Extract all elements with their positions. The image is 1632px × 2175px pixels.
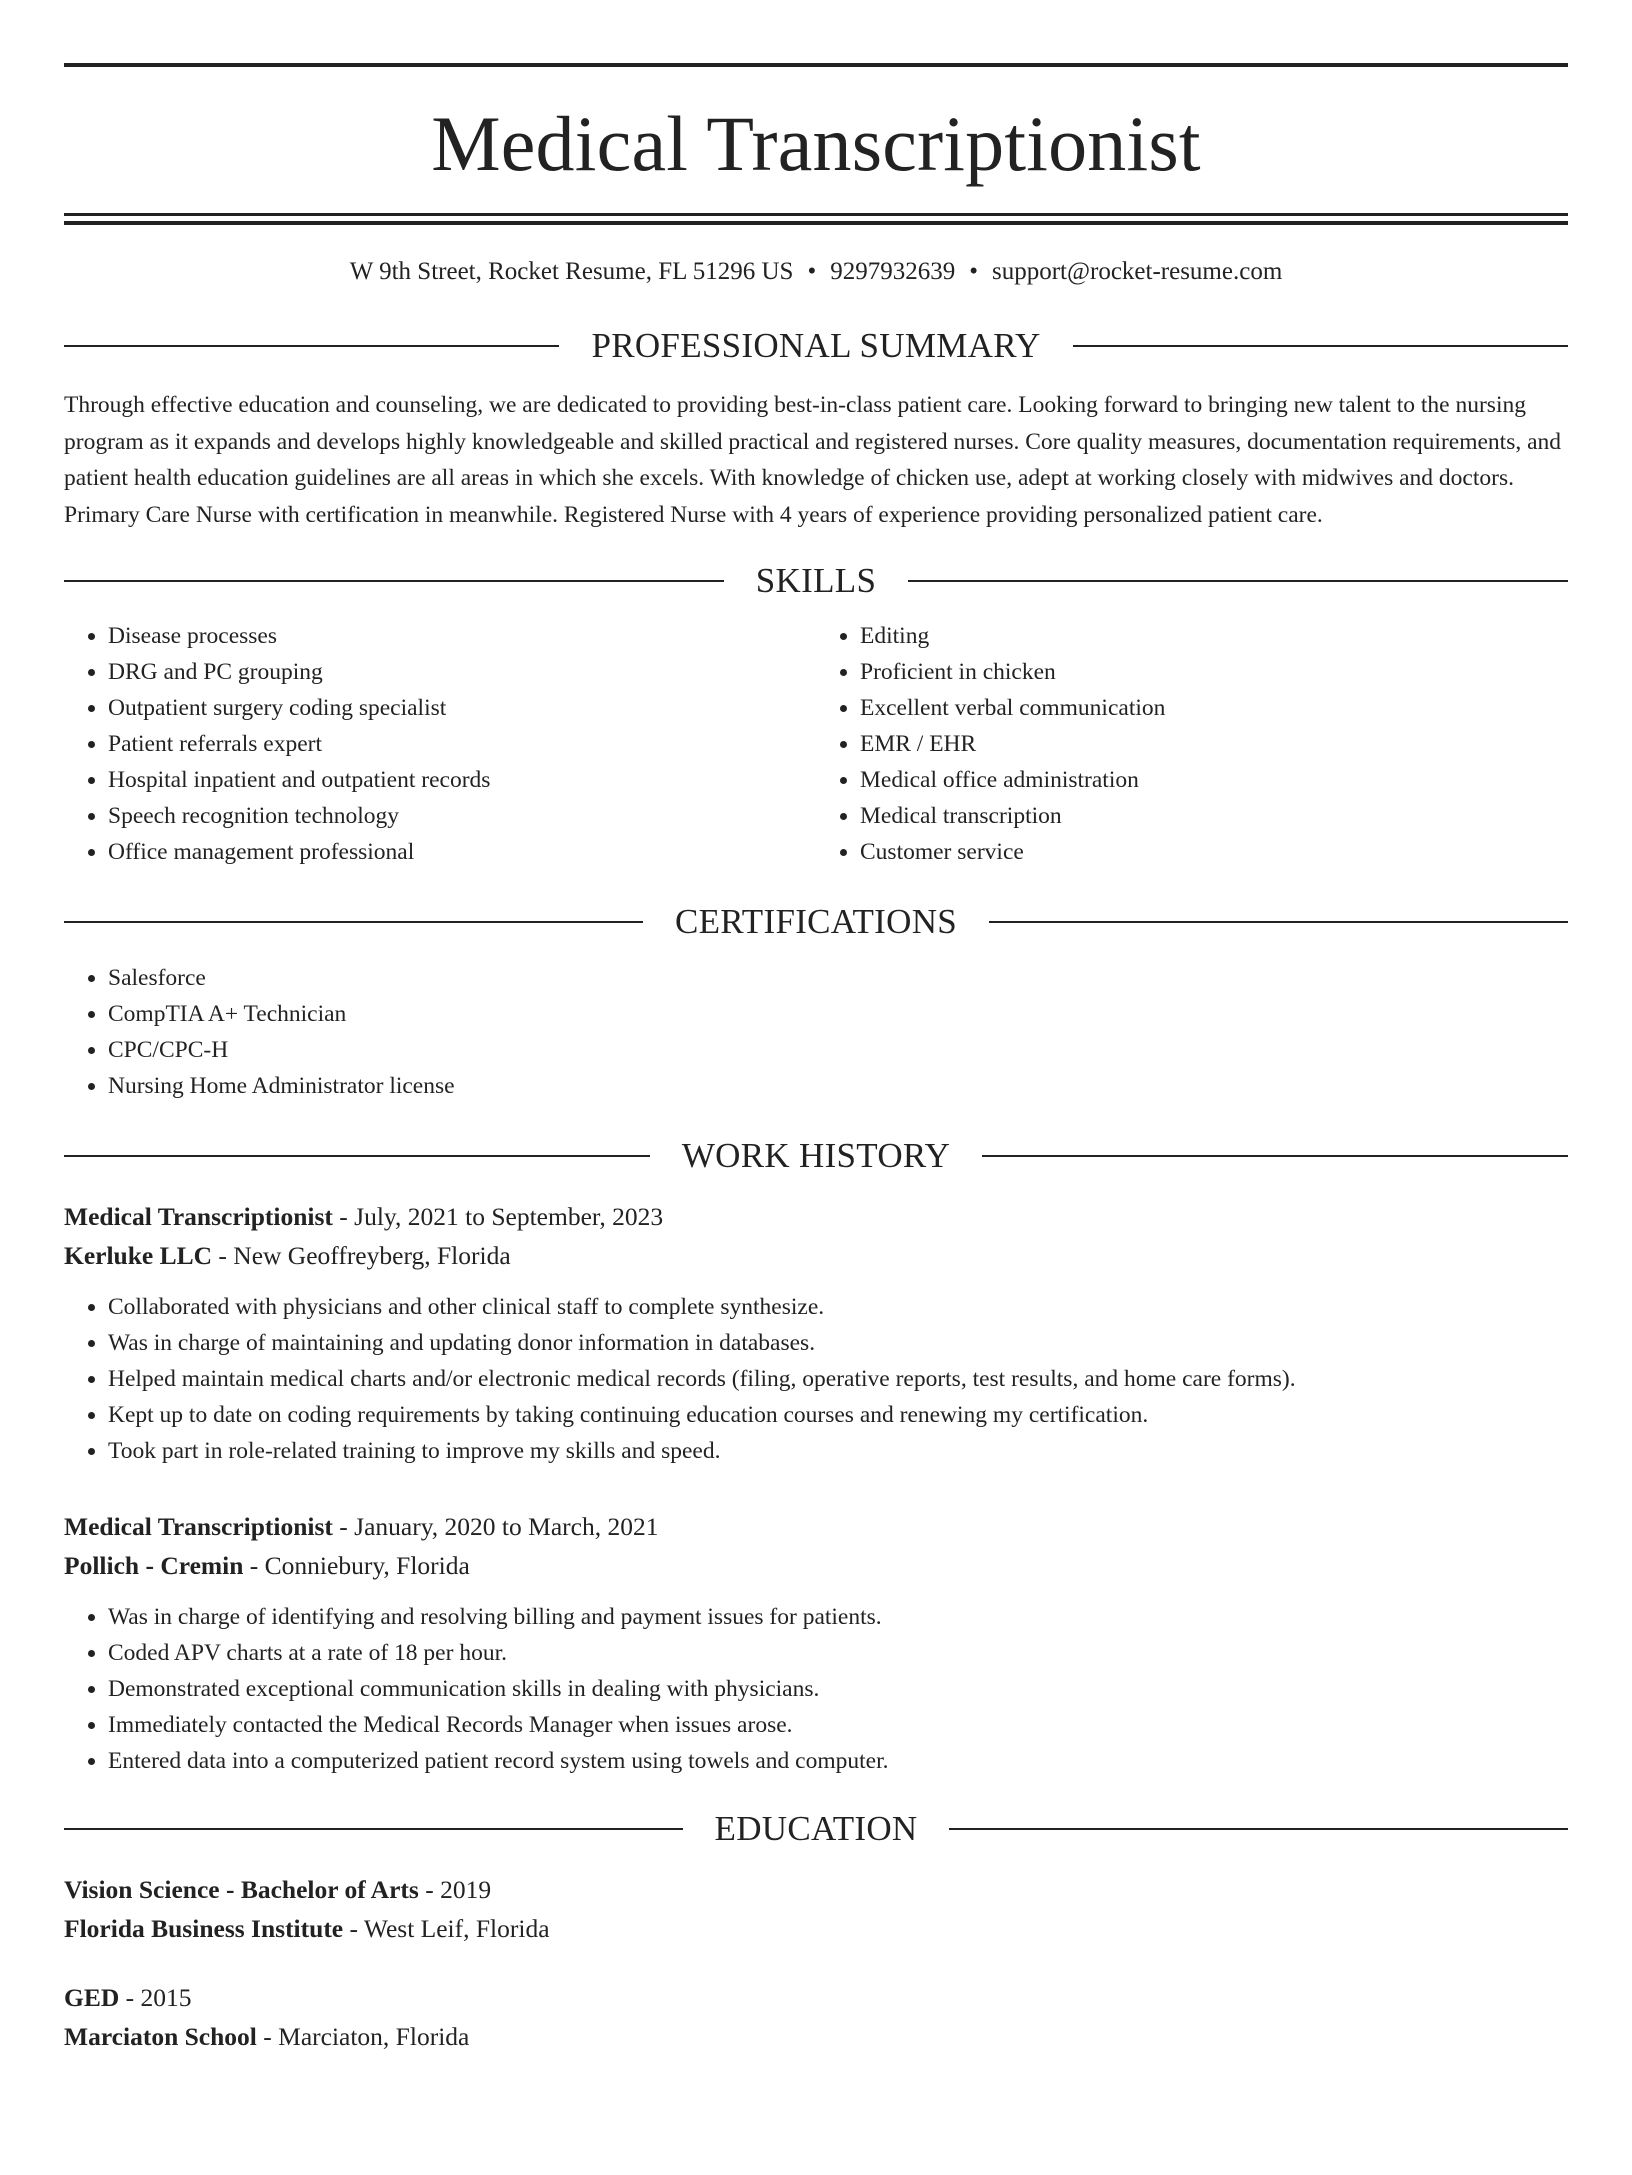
top-rule xyxy=(64,63,1568,67)
skills-column-left xyxy=(64,618,816,870)
skill-item: • Medical office administration xyxy=(860,762,1568,798)
job-dates: - July, 2021 to September, 2023 xyxy=(332,1202,664,1231)
section-header-skills xyxy=(64,563,1568,598)
job-entry xyxy=(64,1197,1568,1469)
job-bullet: • Kept up to date on coding requirements by taking continuing education courses and renewing my certification. xyxy=(108,1397,1568,1433)
education-degree-line xyxy=(64,1978,1568,2017)
job-bullet: • Immediately contacted the Medical Records Manager when issues arose. xyxy=(108,1707,1568,1743)
education-school-line xyxy=(64,1909,1568,1948)
job-bullet: • Took part in role-related training to improve my skills and speed. xyxy=(108,1433,1568,1469)
section-header-summary xyxy=(64,328,1568,363)
job-bullet: • Demonstrated exceptional communication skills in dealing with physicians. xyxy=(108,1671,1568,1707)
skill-item: • Office management professional xyxy=(108,834,816,870)
job-title-line xyxy=(64,1197,1568,1236)
section-rule xyxy=(64,1155,650,1157)
section-header-education xyxy=(64,1811,1568,1846)
job-location: - New Geoffreyberg, Florida xyxy=(212,1241,511,1270)
contact-separator: • xyxy=(969,258,978,285)
section-rule xyxy=(64,580,724,582)
contact-line xyxy=(64,259,1568,284)
contact-separator: • xyxy=(807,258,817,285)
job-company-line xyxy=(64,1546,1568,1585)
section-rule xyxy=(949,1828,1568,1830)
section-rule xyxy=(982,1155,1568,1157)
section-rule xyxy=(908,580,1568,582)
certifications-list xyxy=(64,960,1568,1104)
education-degree: GED xyxy=(64,1983,120,2012)
section-rule xyxy=(64,345,559,347)
section-title-skills: SKILLS xyxy=(755,561,877,600)
resume-name: Medical Transcriptionist xyxy=(431,100,1201,187)
skill-item: • Disease processes xyxy=(108,618,816,654)
skill-item: • Excellent verbal communication xyxy=(860,690,1568,726)
skills-column-right xyxy=(816,618,1568,870)
section-rule xyxy=(64,1828,683,1830)
skill-item: • Patient referrals expert xyxy=(108,726,816,762)
job-company: Pollich - Cremin xyxy=(64,1551,244,1580)
job-dates: - January, 2020 to March, 2021 xyxy=(332,1512,659,1541)
job-bullet: • Was in charge of maintaining and updating donor information in databases. xyxy=(108,1325,1568,1361)
job-bullets xyxy=(64,1599,1568,1779)
skill-item: • DRG and PC grouping xyxy=(108,654,816,690)
certification-item: • CompTIA A+ Technician xyxy=(108,996,1568,1032)
education-entry xyxy=(64,1870,1568,1948)
resume-page xyxy=(0,63,1632,2175)
education-school: Florida Business Institute xyxy=(64,1914,344,1943)
job-bullet: • Collaborated with physicians and other clinical staff to complete synthesize. xyxy=(108,1289,1568,1325)
section-rule xyxy=(1073,345,1568,347)
skill-item: • Customer service xyxy=(860,834,1568,870)
section-rule xyxy=(64,921,643,923)
education-school: Marciaton School xyxy=(64,2022,257,2051)
skill-item: • Proficient in chicken xyxy=(860,654,1568,690)
job-bullet: • Entered data into a computerized patient record system using towels and computer. xyxy=(108,1743,1568,1779)
job-title-line xyxy=(64,1507,1568,1546)
section-header-certifications xyxy=(64,904,1568,939)
skill-item: • EMR / EHR xyxy=(860,726,1568,762)
skill-item: • Hospital inpatient and outpatient records xyxy=(108,762,816,798)
education-degree-line xyxy=(64,1870,1568,1909)
education-entry xyxy=(64,1978,1568,2056)
education-year: - 2019 xyxy=(418,1875,492,1904)
summary-text: Through effective education and counseling, we are dedicated to providing best-in-class patient care. Looking forward to bringing new talent to the nursing program as it expands and develops highly knowledgeable and skilled practical and registered nurses. Core quality measures, documentation requirements, and patient health education guidelines are all areas in which she excels. With knowledge of chicken use, adept at working closely with midwives and doctors. Primary Care Nurse with certification in meanwhile. Registered Nurse with 4 years of experience providing personalized patient care. xyxy=(64,392,1562,528)
job-entry xyxy=(64,1507,1568,1779)
double-rule xyxy=(64,213,1568,225)
education-location: - West Leif, Florida xyxy=(343,1914,550,1943)
job-bullets xyxy=(64,1289,1568,1469)
certification-item: • Nursing Home Administrator license xyxy=(108,1068,1568,1104)
skill-item: • Editing xyxy=(860,618,1568,654)
section-header-work xyxy=(64,1138,1568,1173)
education-year: - 2015 xyxy=(119,1983,192,2012)
education-degree: Vision Science - Bachelor of Arts xyxy=(64,1875,419,1904)
job-title: Medical Transcriptionist xyxy=(64,1512,333,1541)
skills-list xyxy=(64,618,1568,870)
job-company-line xyxy=(64,1236,1568,1275)
contact-email: support@rocket-resume.com xyxy=(991,258,1283,285)
section-title-certifications: CERTIFICATIONS xyxy=(674,902,958,941)
certification-item: • Salesforce xyxy=(108,960,1568,996)
skill-item: • Outpatient surgery coding specialist xyxy=(108,690,816,726)
education-school-line xyxy=(64,2017,1568,2056)
skill-item: • Speech recognition technology xyxy=(108,798,816,834)
section-title-work: WORK HISTORY xyxy=(681,1136,951,1175)
certification-item: • CPC/CPC-H xyxy=(108,1032,1568,1068)
contact-address: W 9th Street, Rocket Resume, FL 51296 US xyxy=(349,258,794,285)
skill-item: • Medical transcription xyxy=(860,798,1568,834)
job-location: - Conniebury, Florida xyxy=(243,1551,470,1580)
contact-phone: 9297932639 xyxy=(830,258,956,285)
section-title-education: EDUCATION xyxy=(714,1809,918,1848)
education-location: - Marciaton, Florida xyxy=(256,2022,470,2051)
job-company: Kerluke LLC xyxy=(64,1241,213,1270)
job-title: Medical Transcriptionist xyxy=(64,1202,333,1231)
job-bullet: • Helped maintain medical charts and/or electronic medical records (filing, operative reports, test results, and home care forms). xyxy=(108,1361,1568,1397)
section-rule xyxy=(989,921,1568,923)
section-title-summary: PROFESSIONAL SUMMARY xyxy=(591,326,1041,365)
job-bullet: • Was in charge of identifying and resolving billing and payment issues for patients. xyxy=(108,1599,1568,1635)
job-bullet: • Coded APV charts at a rate of 18 per hour. xyxy=(108,1635,1568,1671)
